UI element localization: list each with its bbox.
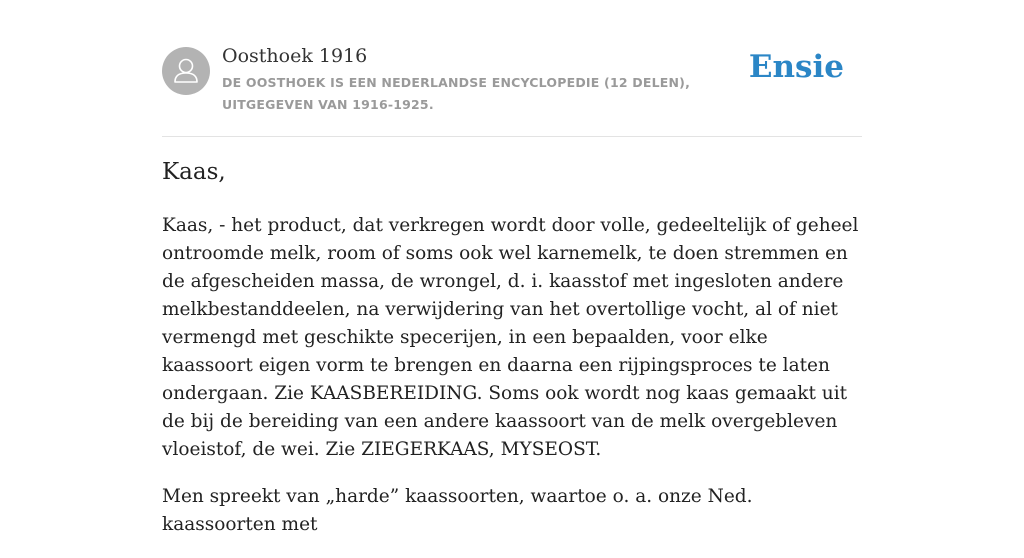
source-description: DE OOSTHOEK IS EEN NEDERLANDSE ENCYCLOPEDIE (12 DELEN), UITGEGEVEN VAN 1916-1925. [222,75,691,112]
source-title[interactable]: Oosthoek 1916 [222,45,368,67]
entry-paragraph: Men spreekt van „harde” kaassoorten, waartoe o. a. onze Ned. kaassoorten met [162,486,753,535]
entry-body [162,212,862,558]
entry-paragraph: Kaas, - het product, dat verkregen wordt door volle, gedeeltelijk of geheel ontroomde melk, room of soms ook wel karnemelk, te doen stremmen en de afgescheiden massa, de wrongel, d. i. kaasstof met ingesloten andere melkbestanddeelen, na verwijdering van het overtollige vocht, al of niet vermengd met geschikte specerijen, in een bepaalden, voor elke kaassoort eigen vorm te brengen en daarna een rijpingsproces te laten ondergaan. Zie KAASBEREIDING. Soms ook wordt nog kaas gemaakt uit de bij de bereiding van een andere kaassoort van de melk overgebleven vloeistof, de wei. Zie ZIEGERKAAS, MYSEOST. [162,215,859,460]
source-header [162,0,862,137]
entry-title: Kaas, [162,159,226,185]
source-avatar[interactable] [162,47,210,95]
ensie-logo[interactable]: Ensie [748,49,844,85]
user-icon [162,47,210,95]
